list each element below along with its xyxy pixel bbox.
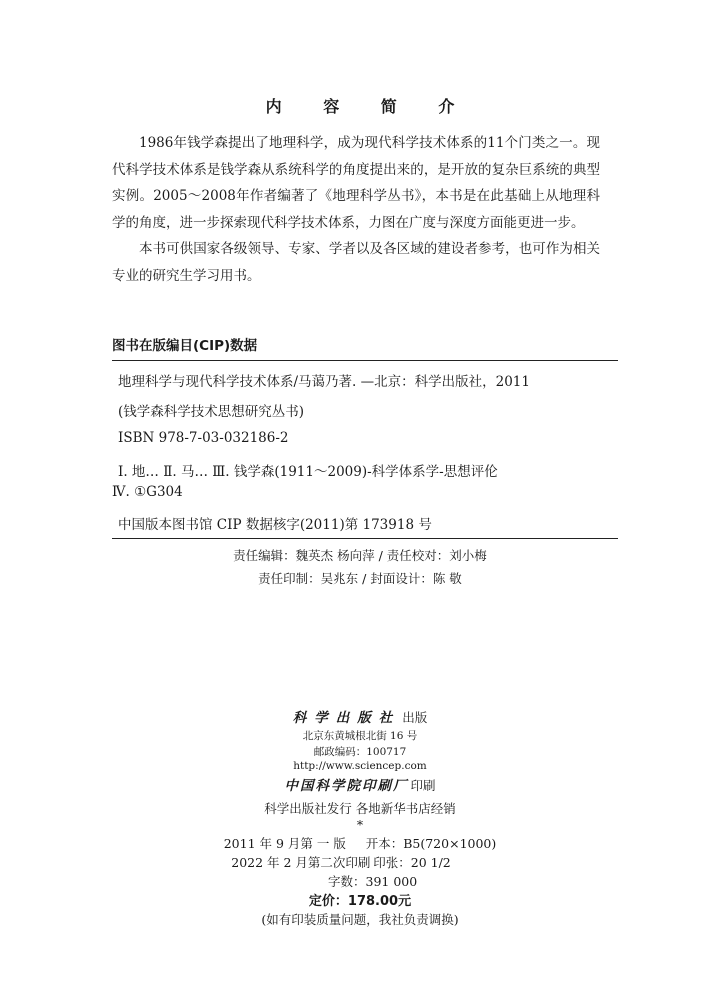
staff-line-production: 责任印制：吴兆东 / 封面设计：陈 敬 [258,571,462,586]
cip-line-isbn: ISBN 978-7-03-032186-2 [118,430,289,446]
staff-line-editors: 责任编辑：魏英杰 杨向萍 / 责任校对：刘小梅 [233,548,487,563]
quality-note: (如有印装质量问题，我社负责调换) [261,912,459,927]
cip-line-series: (钱学森科学技术思想研究丛书) [118,404,305,420]
cip-line-subjects: Ⅰ. 地… Ⅱ. 马… Ⅲ. 钱学森(1911～2009)-科学体系学-思想评伦 [118,464,498,480]
printer-line [0,774,720,794]
summary-title: 内 容 简 介 [265,97,473,116]
cip-top-rule [112,360,618,361]
distribution-line: 科学出版社发行 各地新华书店经销 [264,801,456,816]
edition-line [0,834,720,852]
printer-logotype: 中国科学院印刷厂 [284,778,409,794]
cip-bottom-rule [112,538,618,539]
publisher-logotype: 科学出版社 [292,710,401,726]
edition-date: 2011 年 9 月第 一 版 [223,836,346,851]
publisher-url: http://www.sciencep.com [293,760,427,772]
summary-paragraph-2: 本书可供国家各级领导、专家、学者以及各区域的建设者参考，也可作为相关专业的研究生学习用书。 [112,241,600,284]
summary-body [112,130,600,289]
publisher-postcode: 邮政编码：100717 [313,746,407,758]
summary-paragraph-1: 1986年钱学森提出了地理科学，成为现代科学技术体系的11个门类之一。现代科学技术体系是钱学森从系统科学的角度提出来的，是开放的复杂巨系统的典型实例。2005～2008年作者编著了《地理科学丛书》，本书是在此基础上从地理科学的角度，进一步探索现代科学技术体系，力图在广度与深度方面能更进一步。 [112,135,600,231]
publisher-name-suffix: 出版 [402,710,428,725]
cip-line-classification: Ⅳ. ①G304 [112,484,183,500]
cip-line-record-number: 中国版本图书馆 CIP 数据核字(2011)第 173918 号 [118,517,432,533]
separator-asterisk: * [356,817,364,832]
printed-sheets: 印张：20 1/2 [373,855,451,870]
publisher-name-line [0,706,720,726]
cip-line-title: 地理科学与现代科学技术体系/马蔼乃著. —北京：科学出版社，2011 [118,374,530,390]
cip-heading: 图书在版编目(CIP)数据 [112,338,258,354]
word-count: 字数：391 000 [328,874,418,889]
printing-date: 2022 年 2 月第二次印刷 [231,855,371,870]
printer-suffix: 印刷 [410,778,436,793]
printing-line [0,853,720,871]
price: 定价：178.00元 [308,894,412,909]
format-size: 开本：B5(720×1000) [365,836,497,851]
publisher-address: 北京东黄城根北街 16 号 [302,730,418,742]
